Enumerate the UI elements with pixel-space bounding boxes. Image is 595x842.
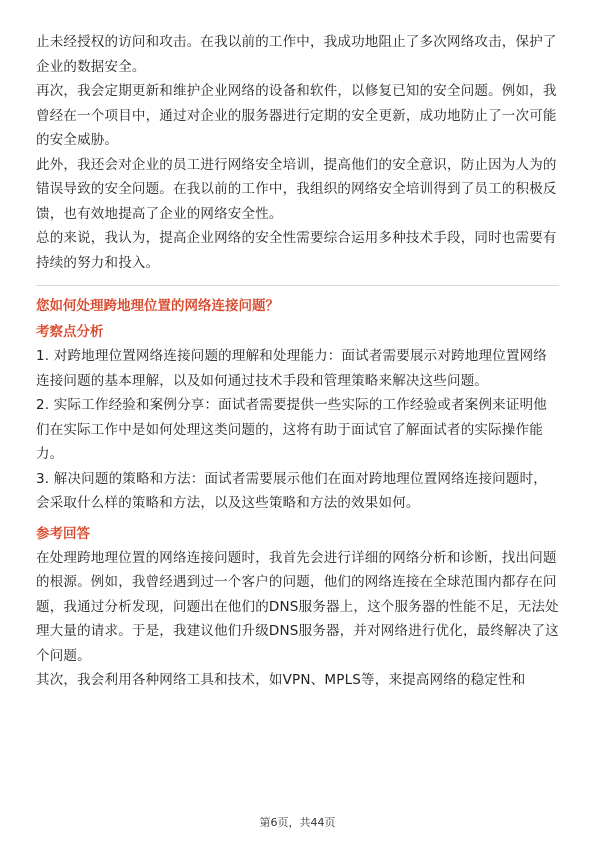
answer-paragraph: 在处理跨地理位置的网络连接问题时，我首先会进行详细的网络分析和诊断，找出问题的根源。例如，我曾经遇到过一个客户的问题，他们的网络连接在全球范围内都存在问题，我通过分析发现，问题出在他们的DNS服务器上，这个服务器的性能不足，无法处理大量的请求。于是，我建议他们升级DNS服务器，并对网络进行优化，最终解决了这个问题。 — [36, 549, 559, 664]
answer-heading: 参考回答 — [36, 525, 90, 542]
body-paragraph: 止未经授权的访问和攻击。在我以前的工作中，我成功地阻止了多次网络攻击，保护了企业的数据安全。 — [36, 34, 557, 75]
analysis-heading: 考察点分析 — [36, 324, 104, 340]
body-paragraph: 此外，我还会对企业的员工进行网络安全培训，提高他们的安全意识，防止因为人为的错误导致的安全问题。在我以前的工作中，我组织的网络安全培训得到了员工的积极反馈，也有效地提高了企业的网络安全性。 — [36, 156, 557, 222]
document-page — [36, 30, 559, 693]
analysis-item: 1. 对跨地理位置网络连接问题的理解和处理能力：面试者需要展示对跨地理位置网络连接问题的基本理解，以及如何通过技术手段和管理策略来解决这些问题。 — [36, 348, 547, 389]
answer-paragraph: 其次，我会利用各种网络工具和技术，如VPN、MPLS等，来提高网络的稳定性和 — [36, 672, 526, 688]
body-paragraph: 再次，我会定期更新和维护企业网络的设备和软件，以修复已知的安全问题。例如，我曾经在一个项目中，通过对企业的服务器进行定期的安全更新，成功地防止了一次可能的安全威胁。 — [36, 83, 557, 148]
section-divider — [36, 285, 559, 286]
page-footer: 第6页，共44页 — [259, 816, 336, 829]
question-title: 您如何处理跨地理位置的网络连接问题？ — [36, 298, 279, 314]
analysis-item: 3. 解决问题的策略和方法：面试者需要展示他们在面对跨地理位置网络连接问题时，会采取什么样的策略和方法，以及这些策略和方法的效果如何。 — [36, 470, 547, 511]
analysis-item: 2. 实际工作经验和案例分享：面试者需要提供一些实际的工作经验或者案例来证明他们在实际工作中是如何处理这类问题的，这将有助于面试官了解面试者的实际操作能力。 — [36, 397, 547, 462]
body-paragraph: 总的来说，我认为，提高企业网络的安全性需要综合运用多种技术手段，同时也需要有持续的努力和投入。 — [36, 230, 557, 271]
